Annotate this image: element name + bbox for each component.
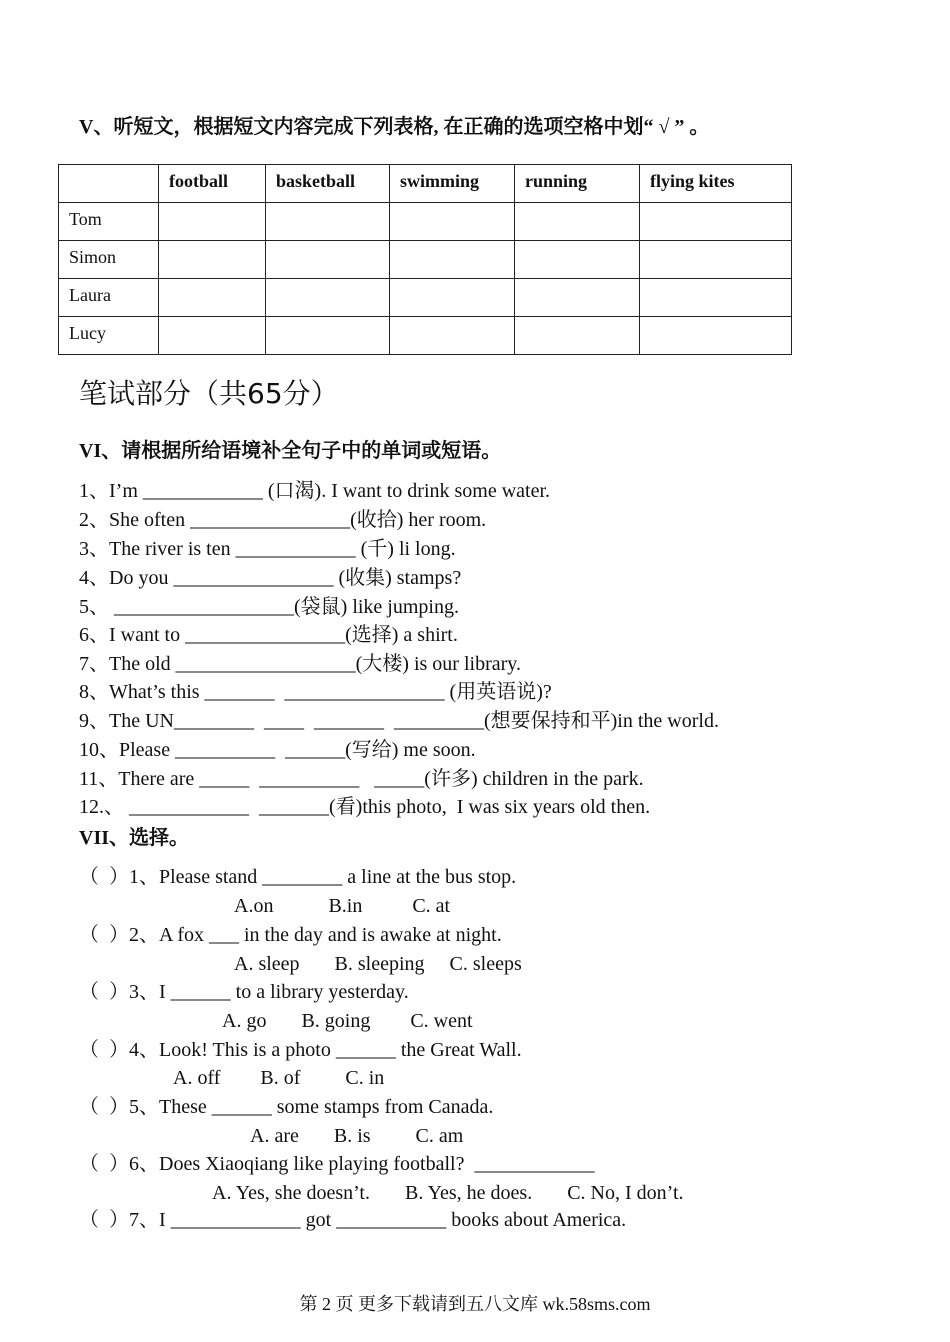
fill-item: 4、Do you ________________ (收集) stamps? [79, 567, 462, 589]
row-name: Tom [59, 203, 159, 241]
answer-cell[interactable] [266, 317, 390, 355]
fill-item: 12.、 ____________ _______(看)this photo, I was six years old then. [79, 796, 651, 818]
row-name: Laura [59, 279, 159, 317]
choice-question: （ ）1、Please stand ________ a line at the bus stop. [79, 866, 517, 888]
fill-item: 2、She often ________________(收拾) her room. [79, 509, 487, 531]
table-row [59, 203, 792, 241]
answer-cell[interactable] [159, 203, 266, 241]
page-footer: 第 2 页 更多下载请到五八文库 wk.58sms.com [299, 1294, 651, 1314]
answer-cell[interactable] [266, 203, 390, 241]
fill-item: 5、 __________________(袋鼠) like jumping. [79, 596, 459, 618]
answer-cell[interactable] [390, 279, 515, 317]
fill-item: 3、The river is ten ____________ (千) li long. [79, 538, 456, 560]
listening-table [58, 164, 792, 355]
choice-question: （ ）2、A fox ___ in the day and is awake at night. [79, 924, 502, 946]
choice-options: A. off B. of C. in [173, 1067, 385, 1089]
choice-question: （ ）3、I ______ to a library yesterday. [79, 981, 409, 1003]
table-header-cell: swimming [390, 165, 515, 203]
written-part-title: 笔试部分（共65分） [79, 377, 339, 410]
table-row [59, 241, 792, 279]
fill-item: 9、The UN________ ____ _______ _________(想要保持和平)in the world. [79, 710, 719, 732]
fill-item: 10、Please __________ ______(写给) me soon. [79, 739, 476, 761]
choice-options: A. Yes, she doesn’t. B. Yes, he does. C. No, I don’t. [212, 1182, 684, 1204]
table-header-cell: flying kites [640, 165, 792, 203]
answer-cell[interactable] [640, 279, 792, 317]
answer-cell[interactable] [390, 241, 515, 279]
choice-options: A. go B. going C. went [222, 1010, 473, 1032]
answer-cell[interactable] [159, 317, 266, 355]
choice-options: A. sleep B. sleeping C. sleeps [234, 953, 522, 975]
table-header-cell: football [159, 165, 266, 203]
choice-question: （ ）4、Look! This is a photo ______ the Great Wall. [79, 1039, 522, 1061]
answer-cell[interactable] [390, 317, 515, 355]
answer-cell[interactable] [640, 203, 792, 241]
answer-cell[interactable] [159, 241, 266, 279]
table-header-cell: basketball [266, 165, 390, 203]
answer-cell[interactable] [515, 241, 640, 279]
fill-item: 7、The old __________________(大楼) is our library. [79, 653, 521, 675]
answer-cell[interactable] [390, 203, 515, 241]
table-row [59, 279, 792, 317]
answer-cell[interactable] [640, 241, 792, 279]
answer-cell[interactable] [266, 241, 390, 279]
choice-question: （ ）6、Does Xiaoqiang like playing football? ____________ [79, 1153, 595, 1175]
answer-cell[interactable] [266, 279, 390, 317]
choice-question: （ ）7、I _____________ got ___________ books about America. [79, 1209, 627, 1231]
choice-options: A. are B. is C. am [250, 1125, 464, 1147]
choice-question: （ ）5、These ______ some stamps from Canada. [79, 1096, 494, 1118]
section-7-title: VII、选择。 [79, 827, 190, 849]
answer-cell[interactable] [515, 279, 640, 317]
answer-cell[interactable] [159, 279, 266, 317]
table-header-cell: running [515, 165, 640, 203]
row-name: Lucy [59, 317, 159, 355]
table-row [59, 317, 792, 355]
section-5-title: V、听短文，根据短文内容完成下列表格, 在正确的选项空格中划“ √ ” 。 [79, 116, 710, 138]
fill-item: 11、There are _____ __________ _____(许多) children in the park. [79, 768, 644, 790]
fill-item: 1、I’m ____________ (口渴). I want to drink some water. [79, 480, 551, 502]
fill-item: 6、I want to ________________(选择) a shirt. [79, 624, 458, 646]
answer-cell[interactable] [515, 203, 640, 241]
answer-cell[interactable] [640, 317, 792, 355]
answer-cell[interactable] [515, 317, 640, 355]
fill-item: 8、What’s this _______ ________________ (用英语说)? [79, 681, 552, 703]
row-name: Simon [59, 241, 159, 279]
choice-options: A.on B.in C. at [234, 895, 451, 917]
table-header-row [59, 165, 792, 203]
table-header-cell [59, 165, 159, 203]
section-6-title: VI、请根据所给语境补全句子中的单词或短语。 [79, 440, 502, 462]
